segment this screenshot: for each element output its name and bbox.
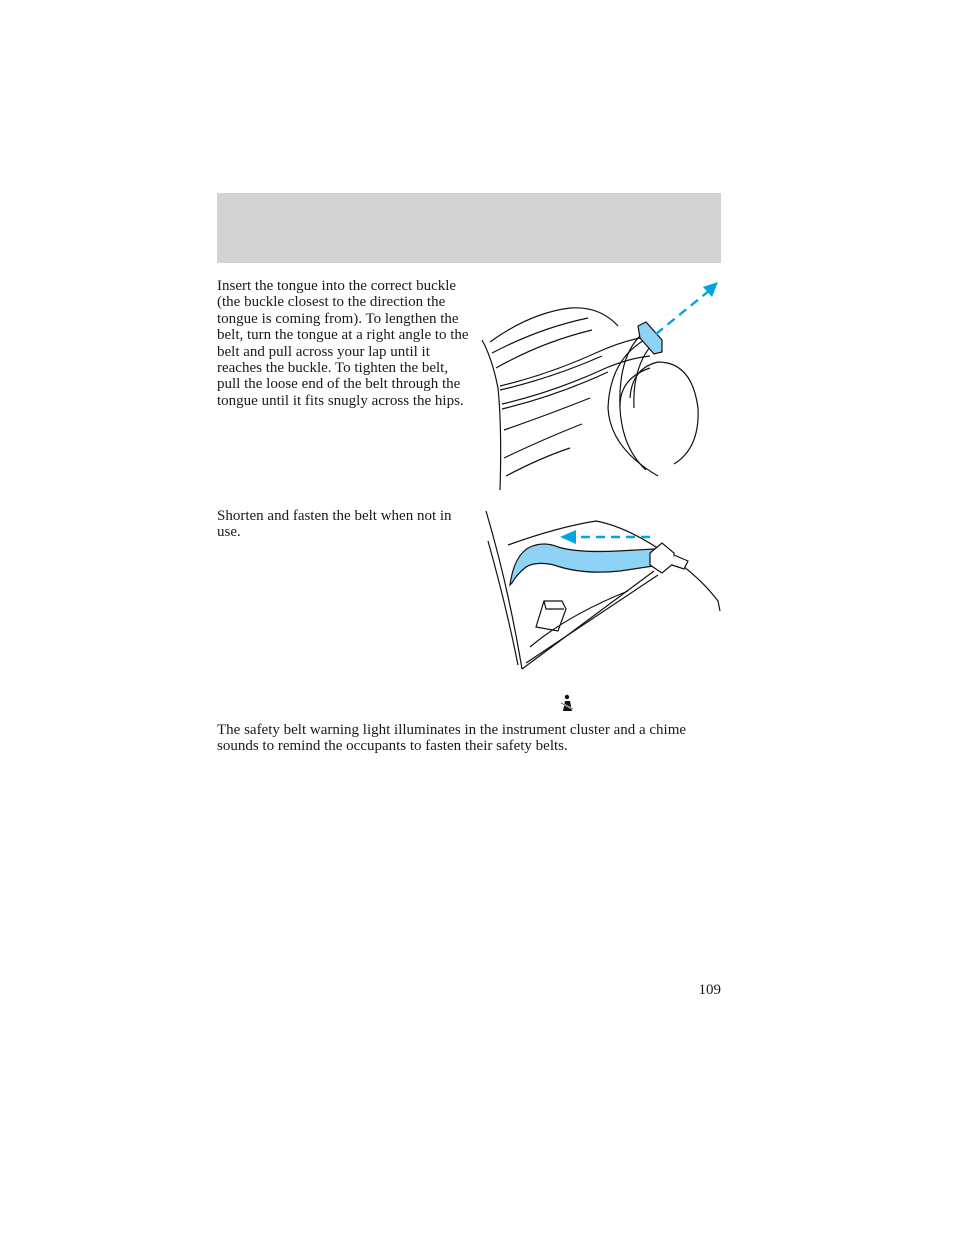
warning-light-paragraph: The safety belt warning light illuminates in the instrument cluster and a chime sounds to remind the occupants to fasten their safety belts.	[217, 722, 687, 755]
belt-lengthen-illustration	[470, 278, 722, 493]
section-header-band	[217, 193, 721, 263]
shorten-instructions-paragraph: Shorten and fasten the belt when not in use.	[217, 508, 452, 541]
fasten-instructions-paragraph: Insert the tongue into the correct buckle (the buckle closest to the direction the tongue is coming from). To lengthen the belt, turn the tongue at a right angle to the belt and pull across your lap until it reaches the buckle. To tighten the belt, pull the loose end of the belt through the tongue until it fits snugly across the hips.	[217, 278, 469, 409]
seatbelt-warning-icon	[559, 694, 575, 712]
page-number: 109	[698, 982, 721, 998]
belt-shorten-illustration	[478, 505, 724, 677]
